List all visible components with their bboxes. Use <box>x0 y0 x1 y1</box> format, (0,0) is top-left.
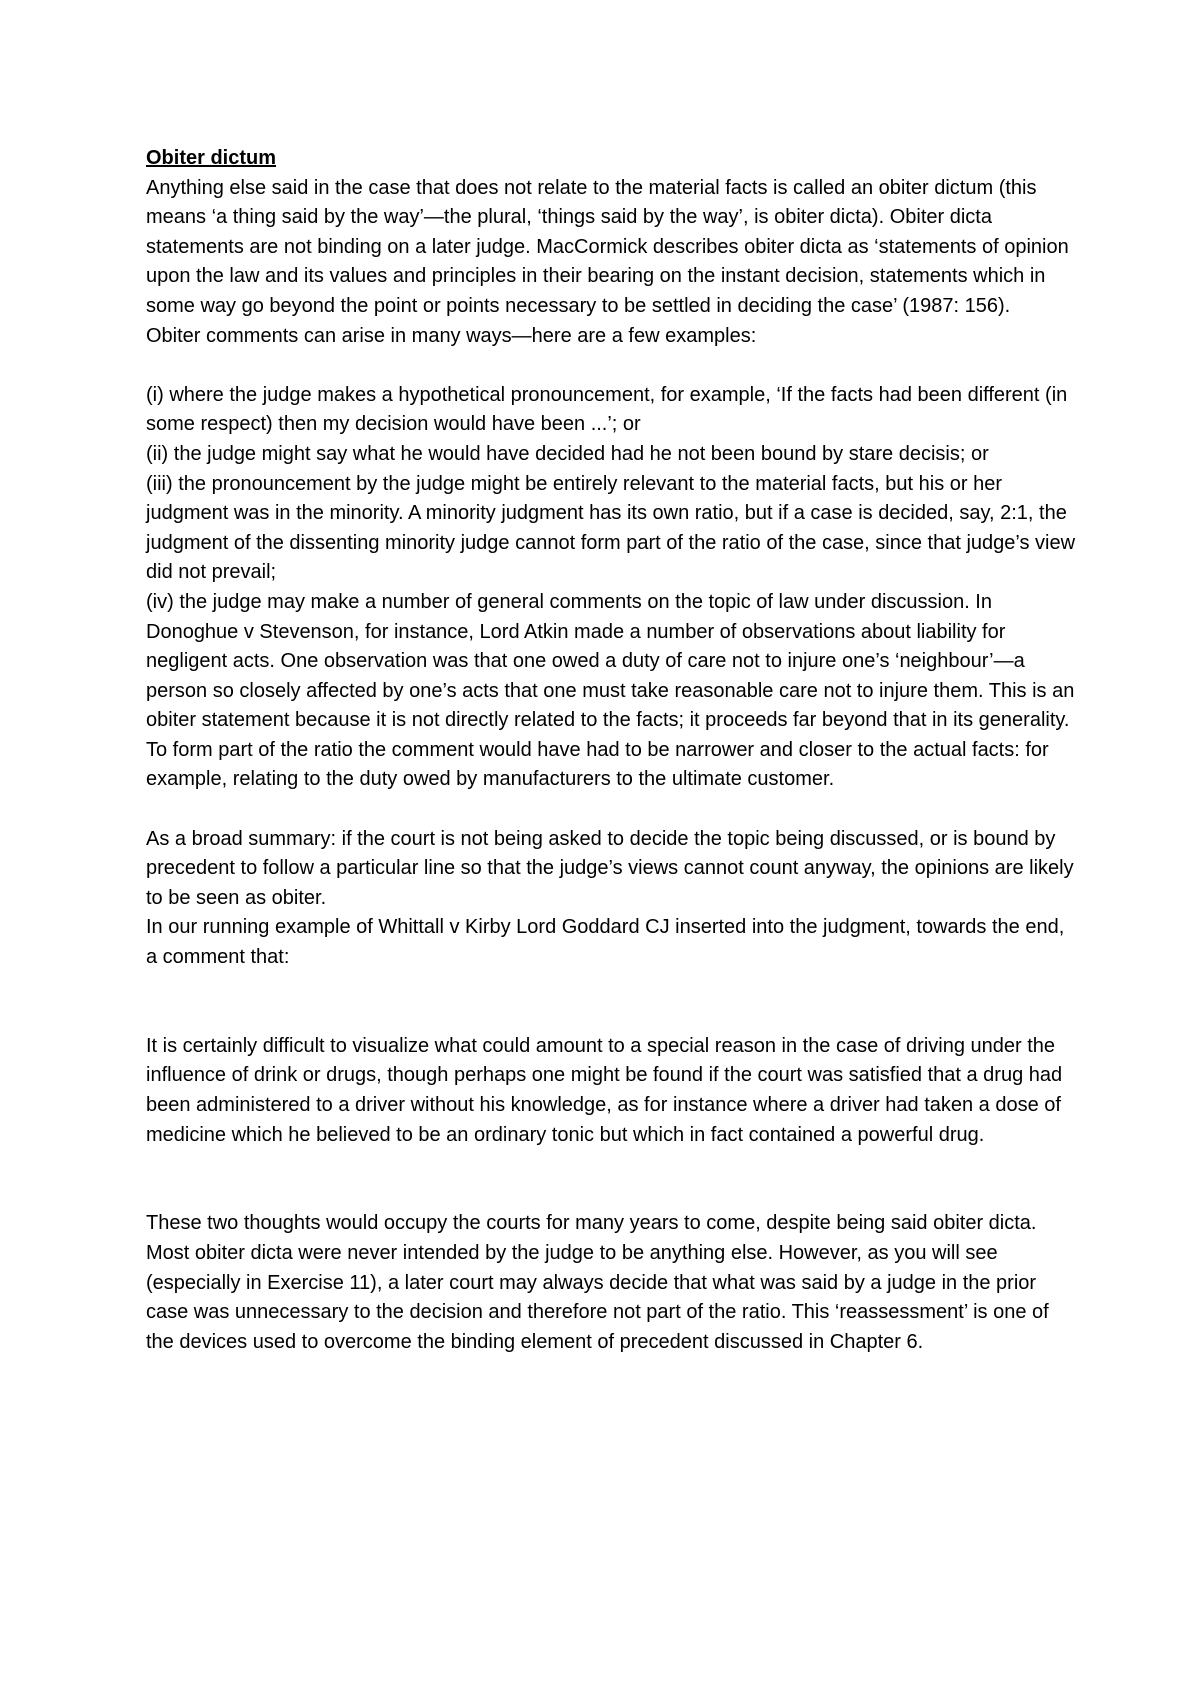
definition-paragraph: Anything else said in the case that does not relate to the material facts is called an obiter dictum (this means ‘a thing said by the way’—the plural, ‘things said by the way’, is obiter dicta). Obiter dicta statements are not binding on a later judge. MacCormick describes obiter dicta as ‘statements of opinion upon the law and its values and principles in their bearing on the instant decision, statements which in some way go beyond the point or points necessary to be settled in deciding the case’ (1987: 156). <box>146 176 1069 317</box>
example-item-ii: (ii) the judge might say what he would have decided had he not been bound by stare decisis; or <box>146 442 989 465</box>
examples-intro: Obiter comments can arise in many ways—here are a few examples: <box>146 324 757 347</box>
followup-paragraph: These two thoughts would occupy the courts for many years to come, despite being said obiter dicta. <box>146 1212 1037 1235</box>
quoted-judgment: It is certainly difficult to visualize what could amount to a special reason in the case of driving under the influence of drink or drugs, though perhaps one might be found if the court was satisfied that a drug had been administered to a driver without his knowledge, as for instance where a driver had taken a dose of medicine which he believed to be an ordinary tonic but which in fact contained a powerful drug. <box>146 1034 1063 1146</box>
document-page <box>146 144 1076 1357</box>
closing-paragraph: Most obiter dicta were never intended by the judge to be anything else. However, as you will see (especially in Exercise 11), a later court may always decide that what was said by a judge in the prior case was unnecessary to the decision and therefore not part of the ratio. This ‘reassessment’ is one of the devices used to overcome the binding element of precedent discussed in Chapter 6. <box>146 1241 1049 1353</box>
example-item-i: (i) where the judge makes a hypothetical pronouncement, for example, ‘If the facts had been different (in some respect) then my decision would have been ...’; or <box>146 383 1068 436</box>
example-item-iii: (iii) the pronouncement by the judge might be entirely relevant to the material facts, but his or her judgment was in the minority. A minority judgment has its own ratio, but if a case is decided, say, 2:1, the judgment of the dissenting minority judge cannot form part of the ratio of the case, since that judge’s view did not prevail; <box>146 472 1076 584</box>
spacer <box>146 1150 1076 1209</box>
spacer <box>146 973 1076 1032</box>
spacer <box>146 351 1076 381</box>
spacer <box>146 795 1076 825</box>
example-item-iv: (iv) the judge may make a number of general comments on the topic of law under discussion. In Donoghue v Stevenson, for instance, Lord Atkin made a number of observations about liability for negligent acts. One observation was that one owed a duty of care not to injure one’s ‘neighbour’—a person so closely affected by one’s acts that one must take reasonable care not to injure them. This is an obiter statement because it is not directly related to the facts; it proceeds far beyond that in its generality. To form part of the ratio the comment would have had to be narrower and closer to the actual facts: for example, relating to the duty owed by manufacturers to the ultimate customer. <box>146 590 1075 791</box>
section-heading: Obiter dictum <box>146 147 277 169</box>
running-example-paragraph: In our running example of Whittall v Kirby Lord Goddard CJ inserted into the judgment, towards the end, a comment that: <box>146 916 1065 969</box>
summary-paragraph: As a broad summary: if the court is not being asked to decide the topic being discussed, or is bound by precedent to follow a particular line so that the judge’s views cannot count anyway, the opinions are likely to be seen as obiter. <box>146 827 1074 909</box>
